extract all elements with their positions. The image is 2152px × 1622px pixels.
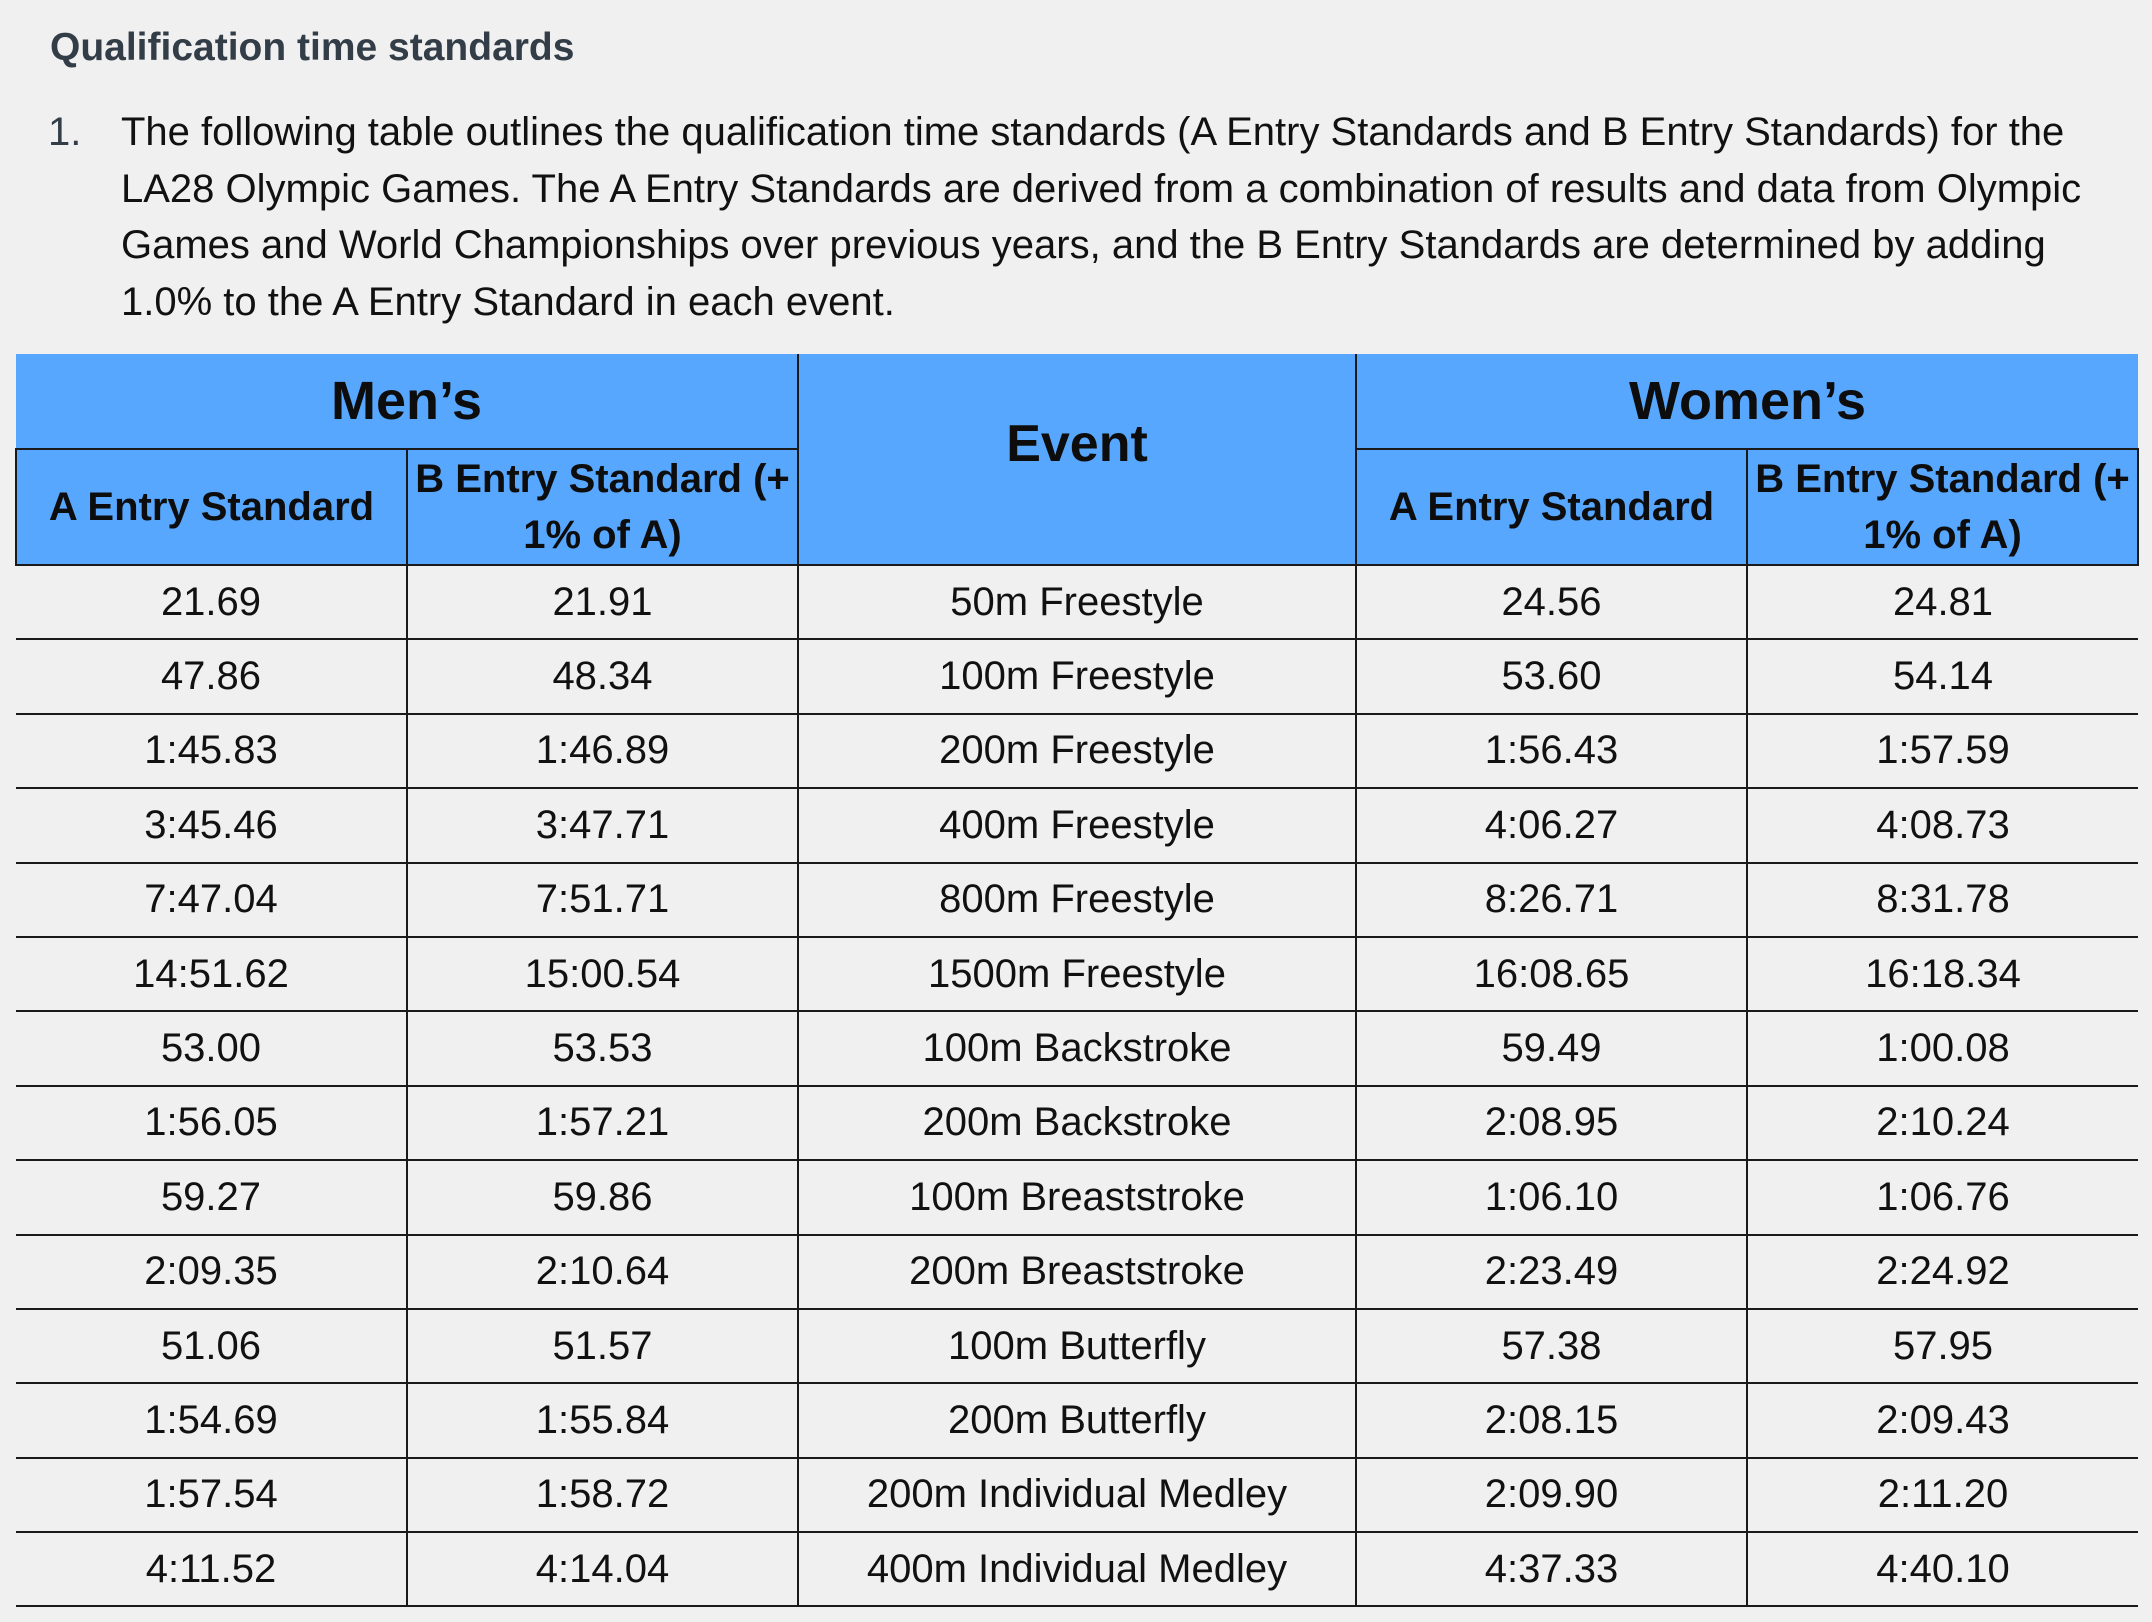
mens-b-entry-cell: 59.86 [407,1160,798,1234]
mens-a-entry-cell: 7:47.04 [16,863,407,937]
table-row [16,1011,2138,1085]
womens-a-entry-cell: 59.49 [1356,1011,1747,1085]
mens-a-entry-cell: 1:57.54 [16,1458,407,1532]
table-row [16,1309,2138,1383]
mens-b-entry-cell: 15:00.54 [407,937,798,1011]
event-name-cell: 100m Backstroke [798,1011,1356,1085]
mens-b-entry-cell: 1:55.84 [407,1383,798,1457]
womens-a-entry-cell: 16:08.65 [1356,937,1747,1011]
table-row [16,1383,2138,1457]
womens-a-entry-cell: 1:06.10 [1356,1160,1747,1234]
mens-a-entry-cell: 59.27 [16,1160,407,1234]
table-row [16,639,2138,713]
womens-a-entry-cell: 1:56.43 [1356,714,1747,788]
mens-a-entry-cell: 53.00 [16,1011,407,1085]
womens-b-entry-cell: 4:40.10 [1747,1532,2138,1606]
womens-a-entry-cell: 2:08.15 [1356,1383,1747,1457]
event-name-cell: 200m Breaststroke [798,1235,1356,1309]
mens-a-entry-cell: 21.69 [16,565,407,639]
table-row [16,1160,2138,1234]
mens-a-entry-cell: 4:11.52 [16,1532,407,1606]
table-row [16,1086,2138,1160]
table-group-header-row [16,354,2138,449]
womens-a-entry-cell: 2:23.49 [1356,1235,1747,1309]
mens-b-entry-cell: 2:10.64 [407,1235,798,1309]
womens-b-entry-cell: 2:10.24 [1747,1086,2138,1160]
mens-b-entry-cell: 53.53 [407,1011,798,1085]
womens-b-entry-cell: 2:24.92 [1747,1235,2138,1309]
womens-a-entry-cell: 2:08.95 [1356,1086,1747,1160]
mens-a-entry-header: A Entry Standard [16,449,407,565]
mens-a-entry-cell: 1:54.69 [16,1383,407,1457]
mens-a-entry-cell: 2:09.35 [16,1235,407,1309]
mens-a-entry-cell: 14:51.62 [16,937,407,1011]
event-name-cell: 200m Individual Medley [798,1458,1356,1532]
womens-b-entry-cell: 54.14 [1747,639,2138,713]
womens-a-entry-cell: 57.38 [1356,1309,1747,1383]
event-name-cell: 50m Freestyle [798,565,1356,639]
intro-paragraph: The following table outlines the qualification time standards (A Entry Standards and B Entry Standards) for the LA28 Olympic Games. The A Entry Standards are derived from a combination of results and data from Olympic Games and World Championships over previous years, and the B Entry Standards are determined by adding 1.0% to the A Entry Standard in each event. [121,110,2082,324]
table-row [16,937,2138,1011]
womens-b-entry-cell: 57.95 [1747,1309,2138,1383]
womens-b-entry-cell: 2:09.43 [1747,1383,2138,1457]
table-row [16,565,2138,639]
intro-list-item [48,104,2138,330]
event-name-cell: 100m Breaststroke [798,1160,1356,1234]
mens-b-entry-cell: 1:57.21 [407,1086,798,1160]
mens-a-entry-cell: 3:45.46 [16,788,407,862]
mens-b-entry-header: B Entry Standard (+ 1% of A) [407,449,798,565]
event-name-cell: 1500m Freestyle [798,937,1356,1011]
list-item-number: 1. [48,110,82,154]
mens-b-entry-cell: 1:58.72 [407,1458,798,1532]
womens-a-entry-header: A Entry Standard [1356,449,1747,565]
womens-b-entry-cell: 4:08.73 [1747,788,2138,862]
womens-a-entry-cell: 53.60 [1356,639,1747,713]
womens-b-entry-cell: 1:57.59 [1747,714,2138,788]
qualification-standards-table [15,354,2139,1607]
mens-b-entry-cell: 48.34 [407,639,798,713]
womens-group-header: Women’s [1356,354,2138,449]
table-row [16,788,2138,862]
womens-a-entry-cell: 2:09.90 [1356,1458,1747,1532]
womens-a-entry-cell: 4:37.33 [1356,1532,1747,1606]
mens-a-entry-cell: 1:45.83 [16,714,407,788]
mens-b-entry-cell: 51.57 [407,1309,798,1383]
event-name-cell: 400m Individual Medley [798,1532,1356,1606]
mens-b-entry-cell: 4:14.04 [407,1532,798,1606]
table-row [16,863,2138,937]
mens-b-entry-cell: 7:51.71 [407,863,798,937]
womens-a-entry-cell: 8:26.71 [1356,863,1747,937]
event-name-cell: 400m Freestyle [798,788,1356,862]
table-row [16,1532,2138,1606]
table-row [16,1235,2138,1309]
event-name-cell: 200m Backstroke [798,1086,1356,1160]
mens-b-entry-cell: 3:47.71 [407,788,798,862]
womens-b-entry-cell: 1:00.08 [1747,1011,2138,1085]
event-name-cell: 200m Butterfly [798,1383,1356,1457]
event-name-cell: 200m Freestyle [798,714,1356,788]
mens-a-entry-cell: 1:56.05 [16,1086,407,1160]
event-name-cell: 100m Butterfly [798,1309,1356,1383]
section-heading: Qualification time standards [50,26,575,69]
womens-b-entry-cell: 2:11.20 [1747,1458,2138,1532]
event-name-cell: 800m Freestyle [798,863,1356,937]
table-body [16,565,2138,1606]
event-name-cell: 100m Freestyle [798,639,1356,713]
womens-b-entry-cell: 1:06.76 [1747,1160,2138,1234]
womens-a-entry-cell: 24.56 [1356,565,1747,639]
womens-b-entry-cell: 8:31.78 [1747,863,2138,937]
mens-b-entry-cell: 21.91 [407,565,798,639]
table-row [16,714,2138,788]
event-column-header: Event [798,354,1356,565]
womens-a-entry-cell: 4:06.27 [1356,788,1747,862]
mens-a-entry-cell: 47.86 [16,639,407,713]
womens-b-entry-cell: 24.81 [1747,565,2138,639]
mens-a-entry-cell: 51.06 [16,1309,407,1383]
womens-b-entry-header: B Entry Standard (+ 1% of A) [1747,449,2138,565]
mens-b-entry-cell: 1:46.89 [407,714,798,788]
mens-group-header: Men’s [16,354,798,449]
womens-b-entry-cell: 16:18.34 [1747,937,2138,1011]
table-row [16,1458,2138,1532]
